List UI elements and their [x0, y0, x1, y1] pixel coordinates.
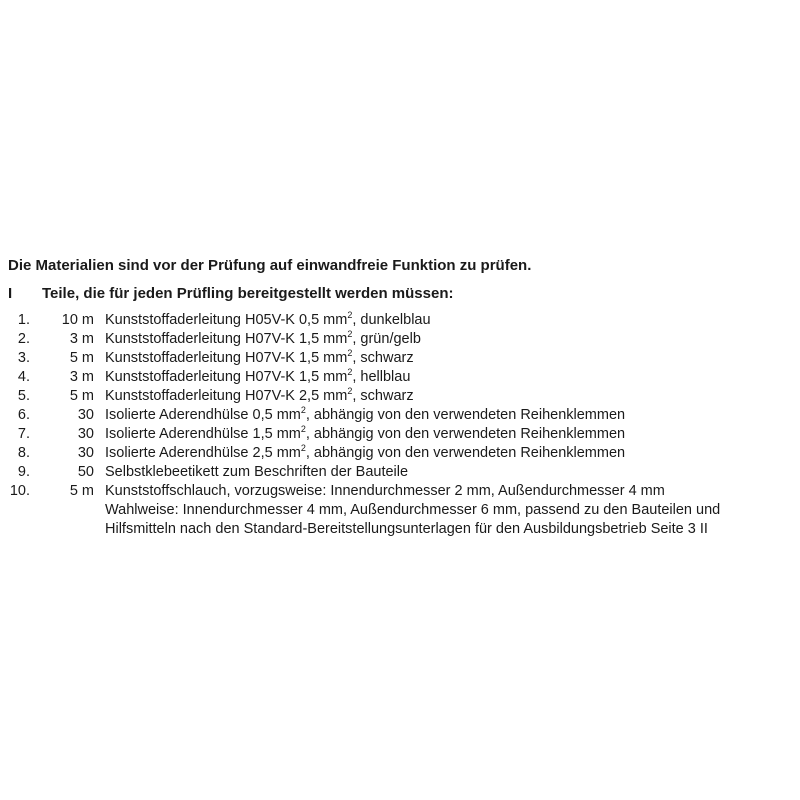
item-quantity: 3 m: [69, 331, 94, 347]
item-description: Isolierte Aderendhülse 2,5 $mm^2$, abhängig von den verwendeten Reihenklemmen: [105, 443, 626, 461]
item-description: Selbstklebeetikett zum Beschriften der Bauteile: [105, 464, 409, 480]
section-title: Teile, die für jeden Prüfling bereitgestellt werden müssen:: [42, 285, 454, 302]
item-description: Isolierte Aderendhülse 0,5 $mm^2$, abhängig von den verwendeten Reihenklemmen: [105, 405, 626, 423]
list-item: [0, 407, 800, 426]
item-number: 4.: [17, 369, 30, 385]
item-number: 3.: [17, 350, 30, 366]
list-item: [0, 331, 800, 350]
item-quantity: 5 m: [69, 483, 94, 499]
item-number: 7.: [17, 426, 30, 442]
item-quantity: 30: [77, 426, 94, 442]
continuation-line: Hilfsmitteln nach den Standard-Bereitstellungsunterlagen für den Ausbildungsbetrieb Seite 3 II: [105, 521, 708, 537]
item-quantity: 10 m: [61, 312, 94, 328]
list-item: [0, 369, 800, 388]
item-number: 10.: [9, 483, 30, 499]
item-description: Kunststoffschlauch, vorzugsweise: Innendurchmesser 2 mm, Außendurchmesser 4 mm: [105, 483, 665, 499]
list-item: [0, 483, 800, 502]
item-number: 8.: [17, 445, 30, 461]
item-quantity: 3 m: [69, 369, 94, 385]
continuation-line: Wahlweise: Innendurchmesser 4 mm, Außendurchmesser 6 mm, passend zu den Bauteilen und: [105, 502, 721, 518]
list-item: [0, 312, 800, 331]
materials-list: [0, 312, 800, 540]
item-number: 2.: [17, 331, 30, 347]
item-description: Kunststoffaderleitung H07V-K 2,5 $mm^2$, schwarz: [105, 386, 414, 404]
list-item: [0, 464, 800, 483]
item-description: Kunststoffaderleitung H07V-K 1,5 $mm^2$, grün/gelb: [105, 329, 421, 347]
item-continuation: [0, 521, 800, 540]
item-number: 9.: [17, 464, 30, 480]
item-quantity: 30: [77, 445, 94, 461]
list-item: [0, 426, 800, 445]
item-quantity: 5 m: [69, 388, 94, 404]
intro-text: Die Materialien sind vor der Prüfung auf einwandfreie Funktion zu prüfen.: [8, 257, 532, 274]
section-heading: [8, 285, 453, 302]
section-numeral: I: [8, 285, 13, 302]
item-description: Kunststoffaderleitung H07V-K 1,5 $mm^2$, hellblau: [105, 367, 411, 385]
list-item: [0, 445, 800, 464]
list-item: [0, 388, 800, 407]
item-quantity: 30: [77, 407, 94, 423]
list-item: [0, 350, 800, 369]
item-quantity: 50: [77, 464, 94, 480]
item-description: Kunststoffaderleitung H07V-K 1,5 $mm^2$, schwarz: [105, 348, 414, 366]
item-description: Kunststoffaderleitung H05V-K 0,5 $mm^2$, dunkelblau: [105, 310, 431, 328]
item-number: 6.: [17, 407, 30, 423]
item-number: 5.: [17, 388, 30, 404]
item-quantity: 5 m: [69, 350, 94, 366]
item-description: Isolierte Aderendhülse 1,5 $mm^2$, abhängig von den verwendeten Reihenklemmen: [105, 424, 626, 442]
item-number: 1.: [17, 312, 30, 328]
item-continuation: [0, 502, 800, 521]
